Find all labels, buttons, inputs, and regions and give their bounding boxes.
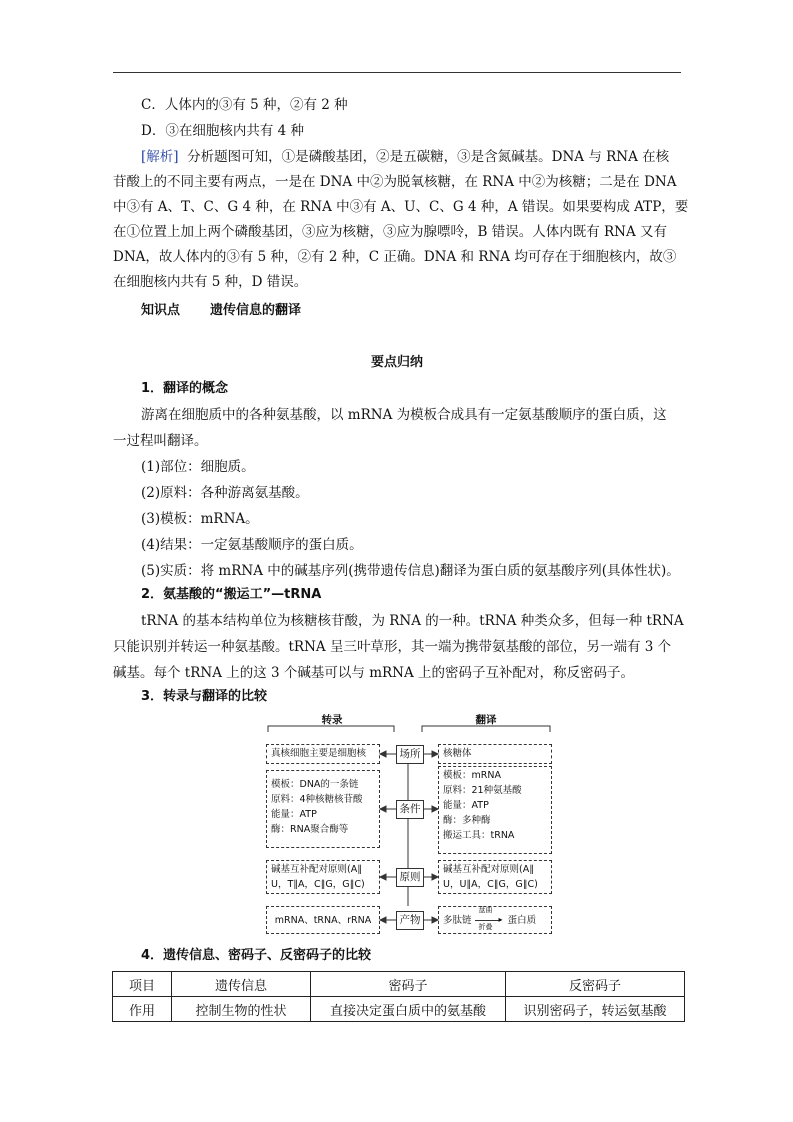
analysis-line-4: 在①位置上加上两个磷酸基团，③应为核糖，③应为腺嘌呤，B 错误。人体内既有 RNA 又有 xyxy=(113,224,668,240)
right-header: 翻译 xyxy=(475,714,497,726)
product-transcription: mRNA、tRNA、rRNA xyxy=(266,906,380,934)
table-header-cell: 密码子 xyxy=(311,972,506,997)
fold-arrow: 盘曲 ▸ 折叠 xyxy=(475,915,505,927)
analysis-line-6: 在细胞核内共有 5 种，D 错误。 xyxy=(113,274,308,290)
header-rule xyxy=(113,72,681,73)
option-c: C．人体内的③有 5 种，②有 2 种 xyxy=(141,97,348,113)
analysis-line-5: DNA，故人体内的③有 5 种，②有 2 种，C 正确。DNA 和 RNA 均可存在于细胞核内，故③ xyxy=(113,249,677,265)
table-header-cell: 项目 xyxy=(113,972,172,997)
table-row xyxy=(113,997,685,1022)
table-cell: 作用 xyxy=(113,997,172,1022)
location-translation: 核糖体 xyxy=(438,744,552,764)
label-product: 产物 xyxy=(396,911,424,930)
s1-item: (5)实质：将 mRNA 中的碱基序列(携带遗传信息)翻译为蛋白质的氨基酸序列(具体性状)。 xyxy=(141,563,680,579)
s1-item: (4)结果：一定氨基酸顺序的蛋白质。 xyxy=(141,537,363,553)
transcription-translation-diagram xyxy=(262,712,556,942)
label-location: 场所 xyxy=(396,745,424,764)
knowledge-point-label: 知识点 xyxy=(141,303,181,318)
section-title: 要点归纳 xyxy=(370,355,423,370)
knowledge-point-heading xyxy=(113,298,681,324)
s1-item: (1)部位：细胞质。 xyxy=(141,459,255,475)
analysis-line-3: 中③有 A、T、C、G 4 种，在 RNA 中③有 A、U、C、G 4 种，A 错误。如果要构成 ATP，要 xyxy=(113,199,689,215)
s4-heading: 4．遗传信息、密码子、反密码子的比较 xyxy=(141,948,372,963)
arrow-line xyxy=(475,920,501,921)
location-transcription: 真核细胞主要是细胞核 xyxy=(266,744,380,764)
analysis-text: 分析题图可知，①是磷酸基团，②是五碳糖，③是含氮碱基。DNA 与 RNA 在核 xyxy=(187,149,670,165)
table-header-cell: 反密码子 xyxy=(506,972,685,997)
s2-line-2: 只能识别并转运一种氨基酸。tRNA 呈三叶草形，其一端为携带氨基酸的部位，另一端有 3 个 xyxy=(113,639,672,655)
table-cell: 直接决定蛋白质中的氨基酸 xyxy=(311,997,506,1022)
row-arrows xyxy=(380,751,438,923)
label-principle: 原则 xyxy=(396,868,424,887)
s1-paragraph-line-1: 游离在细胞质中的各种氨基酸，以 mRNA 为模板合成具有一定氨基酸顺序的蛋白质，这 xyxy=(141,407,667,423)
table-cell: 控制生物的性状 xyxy=(172,997,311,1022)
s1-paragraph-line-2: 一过程叫翻译。 xyxy=(113,433,208,449)
knowledge-point-title: 遗传信息的翻译 xyxy=(210,303,302,318)
table-header-row xyxy=(113,972,685,997)
s1-item: (3)模板：mRNA。 xyxy=(141,511,259,527)
analysis-line-1 xyxy=(113,144,681,170)
s1-item: (2)原料：各种游离氨基酸。 xyxy=(141,485,309,501)
option-d: D．③在细胞核内共有 4 种 xyxy=(141,123,304,139)
s2-heading: 2．氨基酸的“搬运工”—tRNA xyxy=(141,587,322,602)
table-cell: 识别密码子，转运氨基酸 xyxy=(506,997,685,1022)
principle-transcription: 碱基互补配对原则(A∥ U，T∥A，C∥G，G∥C) xyxy=(266,860,380,894)
s1-heading: 1．翻译的概念 xyxy=(141,381,229,396)
s2-line-3: 碱基。每个 tRNA 上的这 3 个碱基可以与 mRNA 上的密码子互补配对，称反密码子。 xyxy=(113,665,635,681)
arrow-head-icon: ▸ xyxy=(498,914,503,924)
conditions-translation: 模板：mRNA 原料：21种氨基酸 能量：ATP 酶：多种酶 搬运工具：tRNA xyxy=(438,766,552,854)
principle-translation: 碱基互补配对原则(A∥ U，U∥A，C∥G，G∥C) xyxy=(438,860,552,894)
product-translation: 多肽链 盘曲 ▸ 折叠 蛋白质 xyxy=(438,906,552,934)
label-conditions: 条件 xyxy=(396,800,424,819)
comparison-table xyxy=(112,971,685,1022)
s2-line-1: tRNA 的基本结构单位为核糖核苷酸，为 RNA 的一种。tRNA 种类众多，但每一种 tRNA xyxy=(141,613,684,629)
analysis-line-2: 苷酸上的不同主要有两点，一是在 DNA 中②为脱氧核糖，在 RNA 中②为核糖；二是在 DNA xyxy=(113,174,677,190)
analysis-tag: [解析] xyxy=(141,149,179,165)
table-header-cell: 遗传信息 xyxy=(172,972,311,997)
s3-heading: 3．转录与翻译的比较 xyxy=(141,689,268,704)
conditions-transcription: 模板：DNA的一条链 原料：4种核糖核苷酸 能量：ATP 酶：RNA聚合酶等 xyxy=(266,770,380,848)
left-header: 转录 xyxy=(321,714,343,726)
